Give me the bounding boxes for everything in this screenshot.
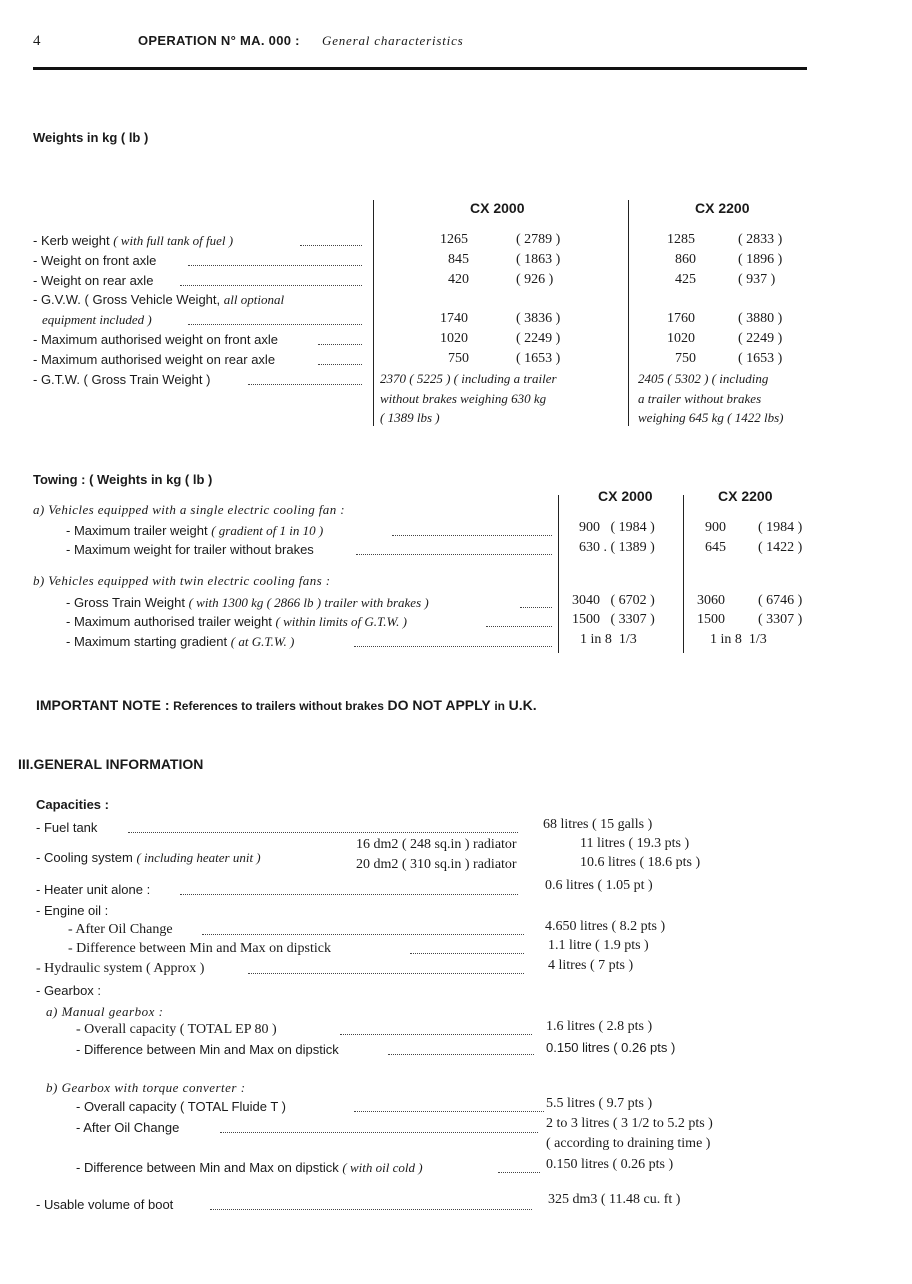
weights-row-label: - Weight on front axle xyxy=(33,253,157,268)
torque-diff-value: 0.150 litres ( 0.26 pts ) xyxy=(546,1157,674,1172)
torque-change-label: - After Oil Change xyxy=(76,1120,180,1135)
gtw-cx2200-line: 2405 ( 5302 ) ( including xyxy=(638,371,769,386)
weights-cx2000-kg: 750 xyxy=(448,351,469,366)
weights-cx2200-lb: ( 1653 ) xyxy=(738,351,783,366)
weights-cx2200-kg: 750 xyxy=(675,351,696,366)
towing-heading: Towing : ( Weights in kg ( lb ) xyxy=(33,472,213,487)
towing-col1-title: CX 2000 xyxy=(598,488,653,504)
weights-cx2200-kg: 1285 xyxy=(667,232,695,247)
towing-row-label: - Gross Train Weight ( with 1300 kg ( 2866 lb ) trailer with brakes ) xyxy=(66,595,429,610)
gtw-cx2200-line: a trailer without brakes xyxy=(638,391,762,406)
torque-capacity-value: 5.5 litres ( 9.7 pts ) xyxy=(546,1096,653,1111)
weights-cx2200-kg: 1020 xyxy=(667,331,695,346)
weights-cx2200-lb: ( 937 ) xyxy=(738,272,776,287)
torque-change-note: ( according to draining time ) xyxy=(546,1136,711,1151)
hydraulic-label: - Hydraulic system ( Approx ) xyxy=(36,961,205,976)
towing-cx2200-kg: 3060 xyxy=(697,593,725,608)
torque-diff-label: - Difference between Min and Max on dipstick ( with oil cold ) xyxy=(76,1160,423,1175)
gtw-cx2000-line: ( 1389 lbs ) xyxy=(380,410,440,425)
oil-change-label: - After Oil Change xyxy=(68,922,173,937)
weights-col2-title: CX 2200 xyxy=(695,200,750,216)
torque-gearbox-label: b) Gearbox with torque converter : xyxy=(46,1080,246,1095)
weights-cx2000-lb: ( 926 ) xyxy=(516,272,554,287)
heater-label: - Heater unit alone : xyxy=(36,882,151,897)
weights-row-label: - Kerb weight ( with full tank of fuel ) xyxy=(33,233,234,248)
weights-cx2000-kg: 1020 xyxy=(440,331,468,346)
torque-capacity-label: - Overall capacity ( TOTAL Fluide T ) xyxy=(76,1099,286,1114)
towing-cx2200-kg: 645 xyxy=(705,540,726,555)
weights-cx2000-kg: 1265 xyxy=(440,232,468,247)
weights-cx2000-lb: ( 1653 ) xyxy=(516,351,561,366)
operation-title: OPERATION N° MA. 000 : xyxy=(138,33,300,48)
general-heading: III.GENERAL INFORMATION xyxy=(18,756,204,772)
gtw-cx2000-line: without brakes weighing 630 kg xyxy=(380,391,547,406)
fuel-tank-label: - Fuel tank xyxy=(36,820,98,835)
gtw-cx2000-line: 2370 ( 5225 ) ( including a trailer xyxy=(380,371,557,386)
weights-row-label: - G.V.W. ( Gross Vehicle Weight, all optional xyxy=(33,292,285,307)
weights-cx2200-kg: 1760 xyxy=(667,311,695,326)
weights-heading: Weights in kg ( lb ) xyxy=(33,130,149,145)
towing-cx2000-value: 1 in 8 1/3 xyxy=(580,632,637,647)
manual-capacity-label: - Overall capacity ( TOTAL EP 80 ) xyxy=(76,1022,277,1037)
towing-col2-title: CX 2200 xyxy=(718,488,773,504)
weights-cx2200-lb: ( 2249 ) xyxy=(738,331,783,346)
weights-cx2200-lb: ( 3880 ) xyxy=(738,311,783,326)
manual-diff-label: - Difference between Min and Max on dipstick xyxy=(76,1042,339,1057)
towing-row-label: - Maximum authorised trailer weight ( within limits of G.T.W. ) xyxy=(66,614,407,629)
engine-oil-label: - Engine oil : xyxy=(36,903,109,918)
weights-cx2000-lb: ( 3836 ) xyxy=(516,311,561,326)
towing-row-label: - Maximum trailer weight ( gradient of 1 in 10 ) xyxy=(66,523,324,538)
weights-divider-left xyxy=(373,200,374,426)
page-number: 4 xyxy=(33,33,41,49)
weights-cx2200-kg: 860 xyxy=(675,252,696,267)
heater-value: 0.6 litres ( 1.05 pt ) xyxy=(545,878,653,893)
towing-cx2200-lb: ( 1984 ) xyxy=(758,520,803,535)
boot-value: 325 dm3 ( 11.48 cu. ft ) xyxy=(548,1192,681,1207)
capacities-heading: Capacities : xyxy=(36,797,109,812)
important-note: IMPORTANT NOTE : References to trailers without brakes DO NOT APPLY in U.K. xyxy=(36,697,537,713)
towing-cx2200-lb: ( 6746 ) xyxy=(758,593,803,608)
cooling-system-label: - Cooling system ( including heater unit ) xyxy=(36,850,261,865)
boot-label: - Usable volume of boot xyxy=(36,1197,174,1212)
towing-cx2000-value: 1500 ( 3307 ) xyxy=(572,612,655,627)
weights-row-label: - Weight on rear axle xyxy=(33,273,154,288)
weights-row-label-cont: equipment included ) xyxy=(42,312,152,327)
towing-cx2000-value: 3040 ( 6702 ) xyxy=(572,593,655,608)
weights-row-label: - G.T.W. ( Gross Train Weight ) xyxy=(33,372,211,387)
towing-cx2000-value: 900 ( 1984 ) xyxy=(579,520,655,535)
weights-cx2200-kg: 425 xyxy=(675,272,696,287)
weights-cx2000-lb: ( 2789 ) xyxy=(516,232,561,247)
cooling-radiator-1: 16 dm2 ( 248 sq.in ) radiator xyxy=(356,837,517,852)
manual-gearbox-label: a) Manual gearbox : xyxy=(46,1004,164,1019)
oil-change-value: 4.650 litres ( 8.2 pts ) xyxy=(545,919,666,934)
cooling-value-2: 10.6 litres ( 18.6 pts ) xyxy=(580,855,701,870)
gearbox-label: - Gearbox : xyxy=(36,983,102,998)
weights-row-label: - Maximum authorised weight on rear axle xyxy=(33,352,276,367)
towing-cx2200-kg: 1500 xyxy=(697,612,725,627)
manual-diff-value: 0.150 litres ( 0.26 pts ) xyxy=(546,1040,676,1055)
weights-cx2000-lb: ( 1863 ) xyxy=(516,252,561,267)
weights-cx2000-kg: 1740 xyxy=(440,311,468,326)
cooling-value-1: 11 litres ( 19.3 pts ) xyxy=(580,836,690,851)
cooling-radiator-2: 20 dm2 ( 310 sq.in ) radiator xyxy=(356,857,517,872)
towing-section-b: b) Vehicles equipped with twin electric cooling fans : xyxy=(33,573,331,588)
weights-divider-mid xyxy=(628,200,629,426)
towing-row-label: - Maximum starting gradient ( at G.T.W. ) xyxy=(66,634,295,649)
towing-cx2000-value: 630 . ( 1389 ) xyxy=(579,540,655,555)
weights-cx2000-kg: 845 xyxy=(448,252,469,267)
towing-section-a: a) Vehicles equipped with a single electric cooling fan : xyxy=(33,502,345,517)
weights-row-label: - Maximum authorised weight on front axle xyxy=(33,332,278,347)
header-rule xyxy=(33,67,807,70)
towing-divider-left xyxy=(558,495,559,653)
oil-diff-label: - Difference between Min and Max on dipstick xyxy=(68,941,331,956)
page-subtitle: General characteristics xyxy=(322,33,464,48)
hydraulic-value: 4 litres ( 7 pts ) xyxy=(548,958,634,973)
oil-diff-value: 1.1 litre ( 1.9 pts ) xyxy=(548,938,649,953)
manual-capacity-value: 1.6 litres ( 2.8 pts ) xyxy=(546,1019,653,1034)
fuel-tank-value: 68 litres ( 15 galls ) xyxy=(543,817,653,832)
towing-row-label: - Maximum weight for trailer without brakes xyxy=(66,542,314,557)
torque-change-value: 2 to 3 litres ( 3 1/2 to 5.2 pts ) xyxy=(546,1116,713,1131)
towing-cx2200-lb: ( 3307 ) xyxy=(758,612,803,627)
gtw-cx2200-line: weighing 645 kg ( 1422 lbs) xyxy=(638,410,784,425)
towing-cx2200-kg: 900 xyxy=(705,520,726,535)
towing-divider-mid xyxy=(683,495,684,653)
weights-cx2200-lb: ( 2833 ) xyxy=(738,232,783,247)
weights-col1-title: CX 2000 xyxy=(470,200,525,216)
towing-cx2200-lb: ( 1422 ) xyxy=(758,540,803,555)
weights-cx2000-lb: ( 2249 ) xyxy=(516,331,561,346)
weights-cx2200-lb: ( 1896 ) xyxy=(738,252,783,267)
weights-cx2000-kg: 420 xyxy=(448,272,469,287)
towing-cx2200-value: 1 in 8 1/3 xyxy=(710,632,767,647)
